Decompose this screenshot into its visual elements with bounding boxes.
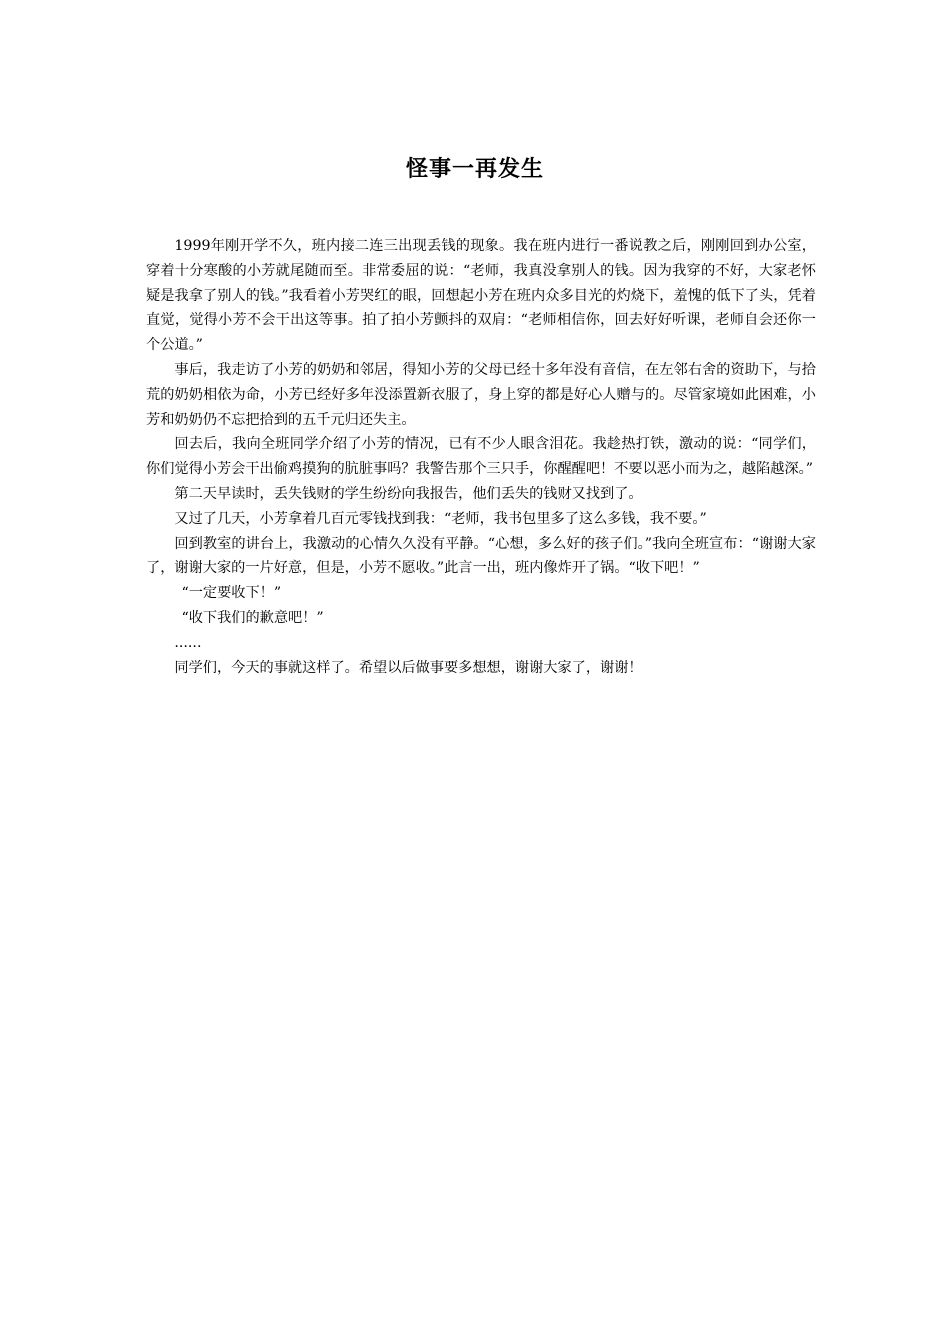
paragraph-3: 回去后，我向全班同学介绍了小芳的情况，已有不少人眼含泪花。我趁热打铁，激动的说：“同学们，你们觉得小芳会干出偷鸡摸狗的肮脏事吗？我警告那个三只手，你醒醒吧！不要以恶小而为之，越陷越深。” — [146, 436, 816, 478]
document-body — [146, 234, 816, 680]
paragraph-6: 回到教室的讲台上，我激动的心情久久没有平静。“心想，多么好的孩子们。”我向全班宣布：“谢谢大家了，谢谢大家的一片好意，但是，小芳不愿收。”此言一出，班内像炸开了锅。“收下吧！” — [146, 535, 816, 577]
paragraph-2: 事后，我走访了小芳的奶奶和邻居，得知小芳的父母已经十多年没有音信，在左邻右舍的资助下，与拾荒的奶奶相依为命，小芳已经好多年没添置新衣服了，身上穿的都是好心人赠与的。尽管家境如此困难，小芳和奶奶仍不忘把拾到的五千元归还失主。 — [146, 361, 816, 428]
document-title: 怪事一再发生 — [405, 156, 544, 182]
paragraph-5: 又过了几天，小芳拿着几百元零钱找到我：“老师，我书包里多了这么多钱，我不要。” — [174, 510, 707, 527]
paragraph-4: 第二天早读时，丢失钱财的学生纷纷向我报告，他们丢失的钱财又找到了。 — [174, 485, 643, 502]
paragraph-1: 1999年刚开学不久，班内接二连三出现丢钱的现象。我在班内进行一番说教之后，刚刚回到办公室，穿着十分寒酸的小芳就尾随而至。非常委屈的说：“老师，我真没拿别人的钱。因为我穿的不好，大家老怀疑是我拿了别人的钱。”我看着小芳哭红的眼，回想起小芳在班内众多目光的灼烧下，羞愧的低下了头，凭着直觉，觉得小芳不会干出这等事。拍了拍小芳颤抖的双肩：“老师相信你，回去好好听课，老师自会还你一个公道。” — [146, 238, 816, 354]
paragraph-8: “收下我们的歉意吧！” — [181, 609, 324, 626]
paragraph-7: “一定要收下！” — [181, 585, 282, 602]
paragraph-ellipsis: ...... — [174, 634, 202, 651]
paragraph-closing: 同学们，今天的事就这样了。希望以后做事要多想想，谢谢大家了，谢谢！ — [174, 659, 643, 676]
